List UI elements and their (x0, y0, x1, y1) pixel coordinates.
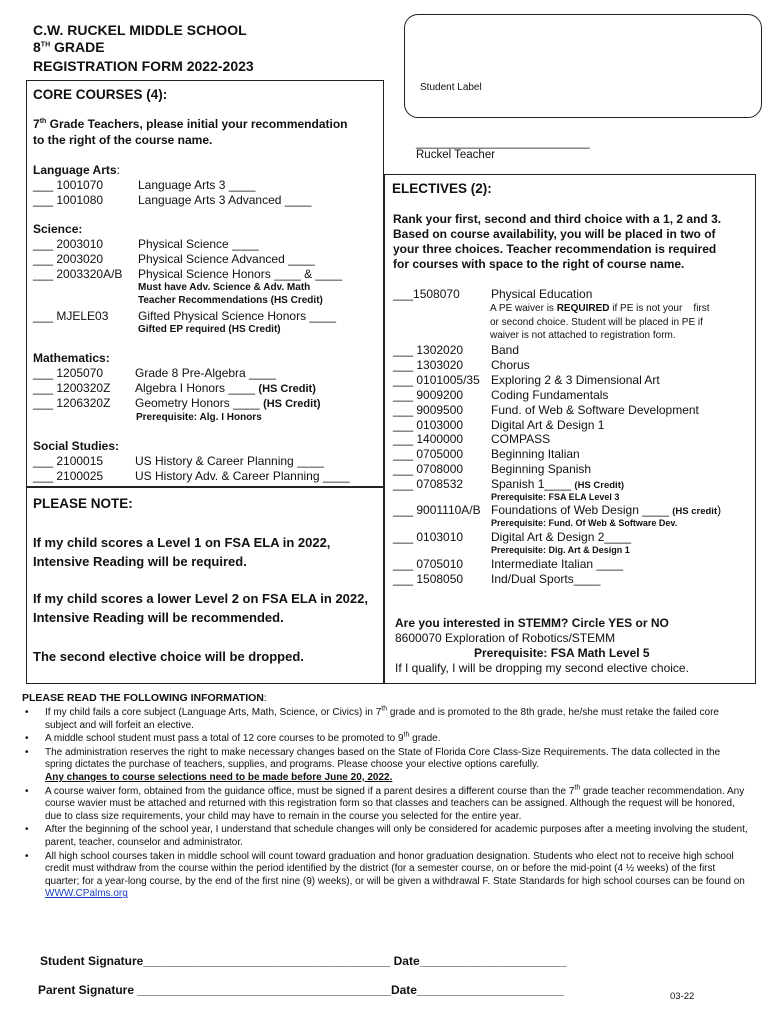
art2-code[interactable]: ___ 0103010 (393, 530, 464, 544)
teacher-line: __________________________ (416, 135, 590, 149)
note-p2-line1: If my child scores a lower Level 2 on FSA ELA in 2022, (33, 591, 368, 606)
web-design-label: Foundations of Web Design ____ (491, 503, 673, 517)
spanish-label: Spanish 1____ (491, 477, 575, 491)
math-row-3-name (135, 396, 321, 412)
elective-row-code[interactable]: ___ 0101005/35 (393, 372, 480, 387)
pe-name: Physical Education (491, 287, 593, 301)
la-row-1-code[interactable]: ___ 1001070 (33, 178, 104, 192)
elective-row-code[interactable]: ___ 0103000 (393, 417, 464, 432)
form-title: REGISTRATION FORM 2022-2023 (33, 58, 254, 74)
la-row-1-name: Language Arts 3 ____ (138, 178, 256, 192)
elective-row-name: Band (491, 343, 520, 357)
info-bullet-4 (22, 786, 750, 824)
la-heading-text: Language Arts (33, 163, 117, 177)
elective-row-code[interactable]: ___ 0708000 (393, 462, 464, 477)
b4-text-a: A course waiver form, obtained from the guidance office, must be signed if a parent desires a different course than the 7 (45, 785, 575, 797)
pe-note-required: REQUIRED (556, 303, 610, 314)
elective-row-name: Chorus (491, 357, 530, 372)
grade-number: 8 (33, 39, 41, 55)
info-bullet-2 (22, 733, 750, 746)
elec-instr-2: Based on course availability, you will be placed in two of (393, 227, 716, 241)
bullet-dot: • (25, 746, 29, 758)
language-arts-heading (33, 163, 120, 178)
math-row-2-label: Algebra I Honors ____ (135, 381, 259, 395)
dual-sports-name: Ind/Dual Sports____ (491, 572, 601, 586)
elective-row-name: COMPASS (491, 432, 551, 447)
b3-text: The administration reserves the right to make necessary changes based on the State of Florida Core Class-Size Requirements. The data collected in the spring dictates the purchase of teachers, supplies, and programs. Please choose your elective options carefully. (45, 746, 721, 771)
ruckel-teacher-label: Ruckel Teacher (416, 149, 496, 161)
elective-row-code[interactable]: ___ 9009500 (393, 402, 464, 417)
math-row-2-code[interactable]: ___ 1200320Z (33, 381, 111, 395)
elective-row-name: Coding Fundamentals (491, 387, 609, 402)
math-row-2-credit: (HS Credit) (258, 383, 316, 395)
b1-sup: th (381, 705, 388, 713)
sci-row-2-code[interactable]: ___ 2003020 (33, 252, 104, 266)
social-row-1-code[interactable]: ___ 2100015 (33, 454, 104, 468)
student-signature-line[interactable]: Student Signature_____________________________________ Date______________________ (40, 954, 567, 968)
la-heading-colon: : (116, 163, 120, 177)
pe-note-3: waiver is not attached to registration form. (490, 330, 676, 341)
math-row-3-credit: (HS Credit) (263, 398, 321, 410)
student-label-box (404, 14, 762, 118)
gifted-name: Gifted Physical Science Honors ____ (138, 309, 337, 323)
core-instruction-2: to the right of the course name. (33, 133, 213, 147)
stemm-prereq: Prerequisite: FSA Math Level 5 (474, 646, 650, 660)
b2-text-b: grade. (409, 733, 441, 745)
bullet-dot: • (25, 824, 29, 836)
web-design-credit: (HS credit (672, 506, 718, 517)
b4-sup: th (574, 784, 581, 792)
info-title-colon: : (263, 692, 267, 704)
core-courses-title: CORE COURSES (4): (33, 87, 168, 102)
sci-row-3-name: Physical Science Honors ____ & ____ (138, 267, 343, 281)
sci-note-2: Teacher Recommendations (HS Credit) (138, 295, 323, 306)
b6-text: All high school courses taken in middle school will count toward graduation and honor graduation designation. Students who elect not to receive high school credit must withdraw from the course within the period identified by the district (for a semester course, on or before the mid-point (4 ½ weeks) of the first quarter; for a year-long course, by the end of the first nine (9) weeks), or will be given a withdrawal F. State Standards for high school courses can be found on (45, 850, 745, 887)
sci-row-2-name: Physical Science Advanced ____ (138, 252, 315, 266)
math-row-3-label: Geometry Honors ____ (135, 396, 260, 410)
web-design-paren: ) (717, 503, 722, 517)
gifted-note: Gifted EP required (HS Credit) (138, 324, 281, 335)
core-instruction-1 (33, 117, 348, 132)
science-heading: Science: (33, 222, 83, 236)
web-design-code[interactable]: ___ 9001110A/B (393, 503, 481, 517)
elective-row-name: Digital Art & Design 1 (491, 417, 605, 432)
art2-prereq: Prerequisite: Dig. Art & Design 1 (491, 545, 630, 555)
cpalms-link[interactable]: WWW.CPalms.org (45, 888, 128, 900)
info-bullet-6 (22, 851, 750, 901)
web-design-prereq: Prerequisite: Fund. Of Web & Software Dev. (491, 518, 678, 528)
social-row-2-name: US History Adv. & Career Planning ____ (135, 469, 350, 483)
social-row-2-code[interactable]: ___ 2100025 (33, 469, 104, 483)
math-row-1-code[interactable]: ___ 1205070 (33, 366, 104, 380)
please-note-title: PLEASE NOTE: (33, 496, 133, 511)
math-prereq: Prerequisite: Alg. I Honors (136, 412, 262, 423)
stemm-course: 8600070 Exploration of Robotics/STEMM (395, 631, 616, 645)
info-bullet-5 (22, 824, 750, 849)
info-title (22, 692, 267, 705)
elective-row-name: Beginning Spanish (491, 462, 592, 477)
b3-deadline: Any changes to course selections need to be made before June 20, 2022. (45, 771, 393, 783)
info-bullet-list (22, 707, 750, 901)
elective-row-code[interactable]: ___ 1400000 (393, 432, 464, 447)
sci-row-1-code[interactable]: ___ 2003010 (33, 237, 104, 251)
grade-text: GRADE (50, 39, 105, 55)
electives-title: ELECTIVES (2): (392, 181, 492, 196)
b5-text: After the beginning of the school year, I understand that schedule changes will only be considered for academic purposes after a meeting involving the student, parent, teacher, counselor and administrator. (45, 824, 748, 848)
note-p3: The second elective choice will be dropped. (33, 649, 304, 664)
instr-text: Grade Teachers, please initial your recommendation (46, 117, 348, 131)
pe-note-1c: if PE is not your first (609, 303, 710, 314)
instr-th: th (39, 118, 47, 125)
pe-code[interactable]: ___1508070 (393, 287, 460, 301)
parent-signature-line[interactable]: Parent Signature ______________________________________Date______________________ (38, 983, 564, 997)
elective-row-code[interactable]: ___ 0705000 (393, 447, 464, 462)
spanish-prereq: Prerequisite: FSA ELA Level 3 (491, 492, 620, 502)
info-title-text: PLEASE READ THE FOLLOWING INFORMATION (22, 692, 264, 704)
math-row-3-code[interactable]: ___ 1206320Z (33, 396, 111, 410)
la-row-2-code[interactable]: ___ 1001080 (33, 193, 104, 207)
elec-instr-3: your three choices. Teacher recommendation is required (393, 242, 717, 256)
spanish-code[interactable]: ___ 0708532 (393, 477, 464, 491)
b4-text-b: grade teacher recommendation. Any course wavier must be attached and returned with this registration form so that classes and teachers can be assigned. Although the request will be honored, due to class size requirements, your child may have to remain in the course you selected for the entire year. (45, 785, 745, 822)
social-row-1-name: US History & Career Planning ____ (135, 454, 324, 468)
elective-row-code[interactable]: ___ 1303020 (393, 357, 464, 372)
elective-row-name: Fund. of Web & Software Development (491, 402, 699, 417)
bullet-dot: • (25, 707, 29, 718)
italian-int-code[interactable]: ___ 0705010 (393, 557, 464, 571)
bullet-dot: • (25, 785, 29, 797)
stemm-drop-note: If I qualify, I will be dropping my second elective choice. (395, 661, 689, 675)
elective-row-code[interactable]: ___ 1302020 (393, 343, 464, 357)
math-heading: Mathematics: (33, 351, 110, 365)
info-bullet-1 (22, 707, 750, 732)
spanish-credit: (HS Credit) (574, 480, 625, 491)
grade-heading (33, 39, 105, 56)
form-code: 03-22 (670, 991, 695, 1002)
b1-text-b: grade and is promoted to the 8th grade, he/she must retake the failed core subject and will forfeit an elective. (45, 707, 719, 731)
grade-suffix: TH (40, 41, 51, 49)
math-row-2-name (135, 381, 316, 397)
b1-text-a: If my child fails a core subject (Language Arts, Math, Science, or Civics) in 7 (45, 707, 382, 718)
pe-note-2: or second choice. Student will be placed in PE if (490, 317, 703, 328)
math-row-1-label: Grade 8 Pre-Algebra ____ (135, 366, 276, 380)
gifted-code[interactable]: ___ MJELE03 (33, 309, 109, 323)
sci-note-1: Must have Adv. Science & Adv. Math (138, 282, 311, 293)
school-name: C.W. RUCKEL MIDDLE SCHOOL (33, 22, 247, 38)
elective-row-code[interactable]: ___ 9009200 (393, 387, 464, 402)
note-p2-line2: Intensive Reading will be recommended. (33, 610, 284, 625)
b2-text-a: A middle school student must pass a total of 12 core courses to be promoted to 9 (45, 733, 404, 745)
dual-sports-code[interactable]: ___ 1508050 (393, 572, 464, 586)
info-bullet-3 (22, 747, 750, 785)
stemm-question[interactable]: Are you interested in STEMM? Circle YES or NO (395, 616, 669, 630)
pe-note-1 (490, 302, 710, 315)
elective-row-name: Beginning Italian (491, 447, 580, 462)
b2-sup: th (403, 731, 410, 739)
sci-row-1-name: Physical Science ____ (138, 237, 259, 251)
instr-seven: 7 (33, 117, 40, 131)
student-label-text: Student Label (420, 82, 482, 93)
la-row-2-name: Language Arts 3 Advanced ____ (138, 193, 312, 207)
math-row-1-name (135, 366, 276, 381)
pe-note-1a: A PE waiver is (490, 303, 557, 314)
elec-instr-1: Rank your first, second and third choice with a 1, 2 and 3. (393, 212, 722, 226)
bullet-dot: • (25, 850, 29, 862)
note-p1-line1: If my child scores a Level 1 on FSA ELA in 2022, (33, 535, 331, 550)
art2-name: Digital Art & Design 2____ (491, 530, 632, 544)
italian-int-name: Intermediate Italian ____ (491, 557, 624, 571)
sci-row-3-code[interactable]: ___ 2003320A/B (33, 267, 123, 281)
note-p1-line2: Intensive Reading will be required. (33, 554, 247, 569)
elec-instr-4: for courses with space to the right of course name. (393, 257, 685, 271)
bullet-dot: • (25, 733, 29, 745)
elective-row-name: Exploring 2 & 3 Dimensional Art (491, 372, 660, 387)
social-heading: Social Studies: (33, 439, 120, 453)
